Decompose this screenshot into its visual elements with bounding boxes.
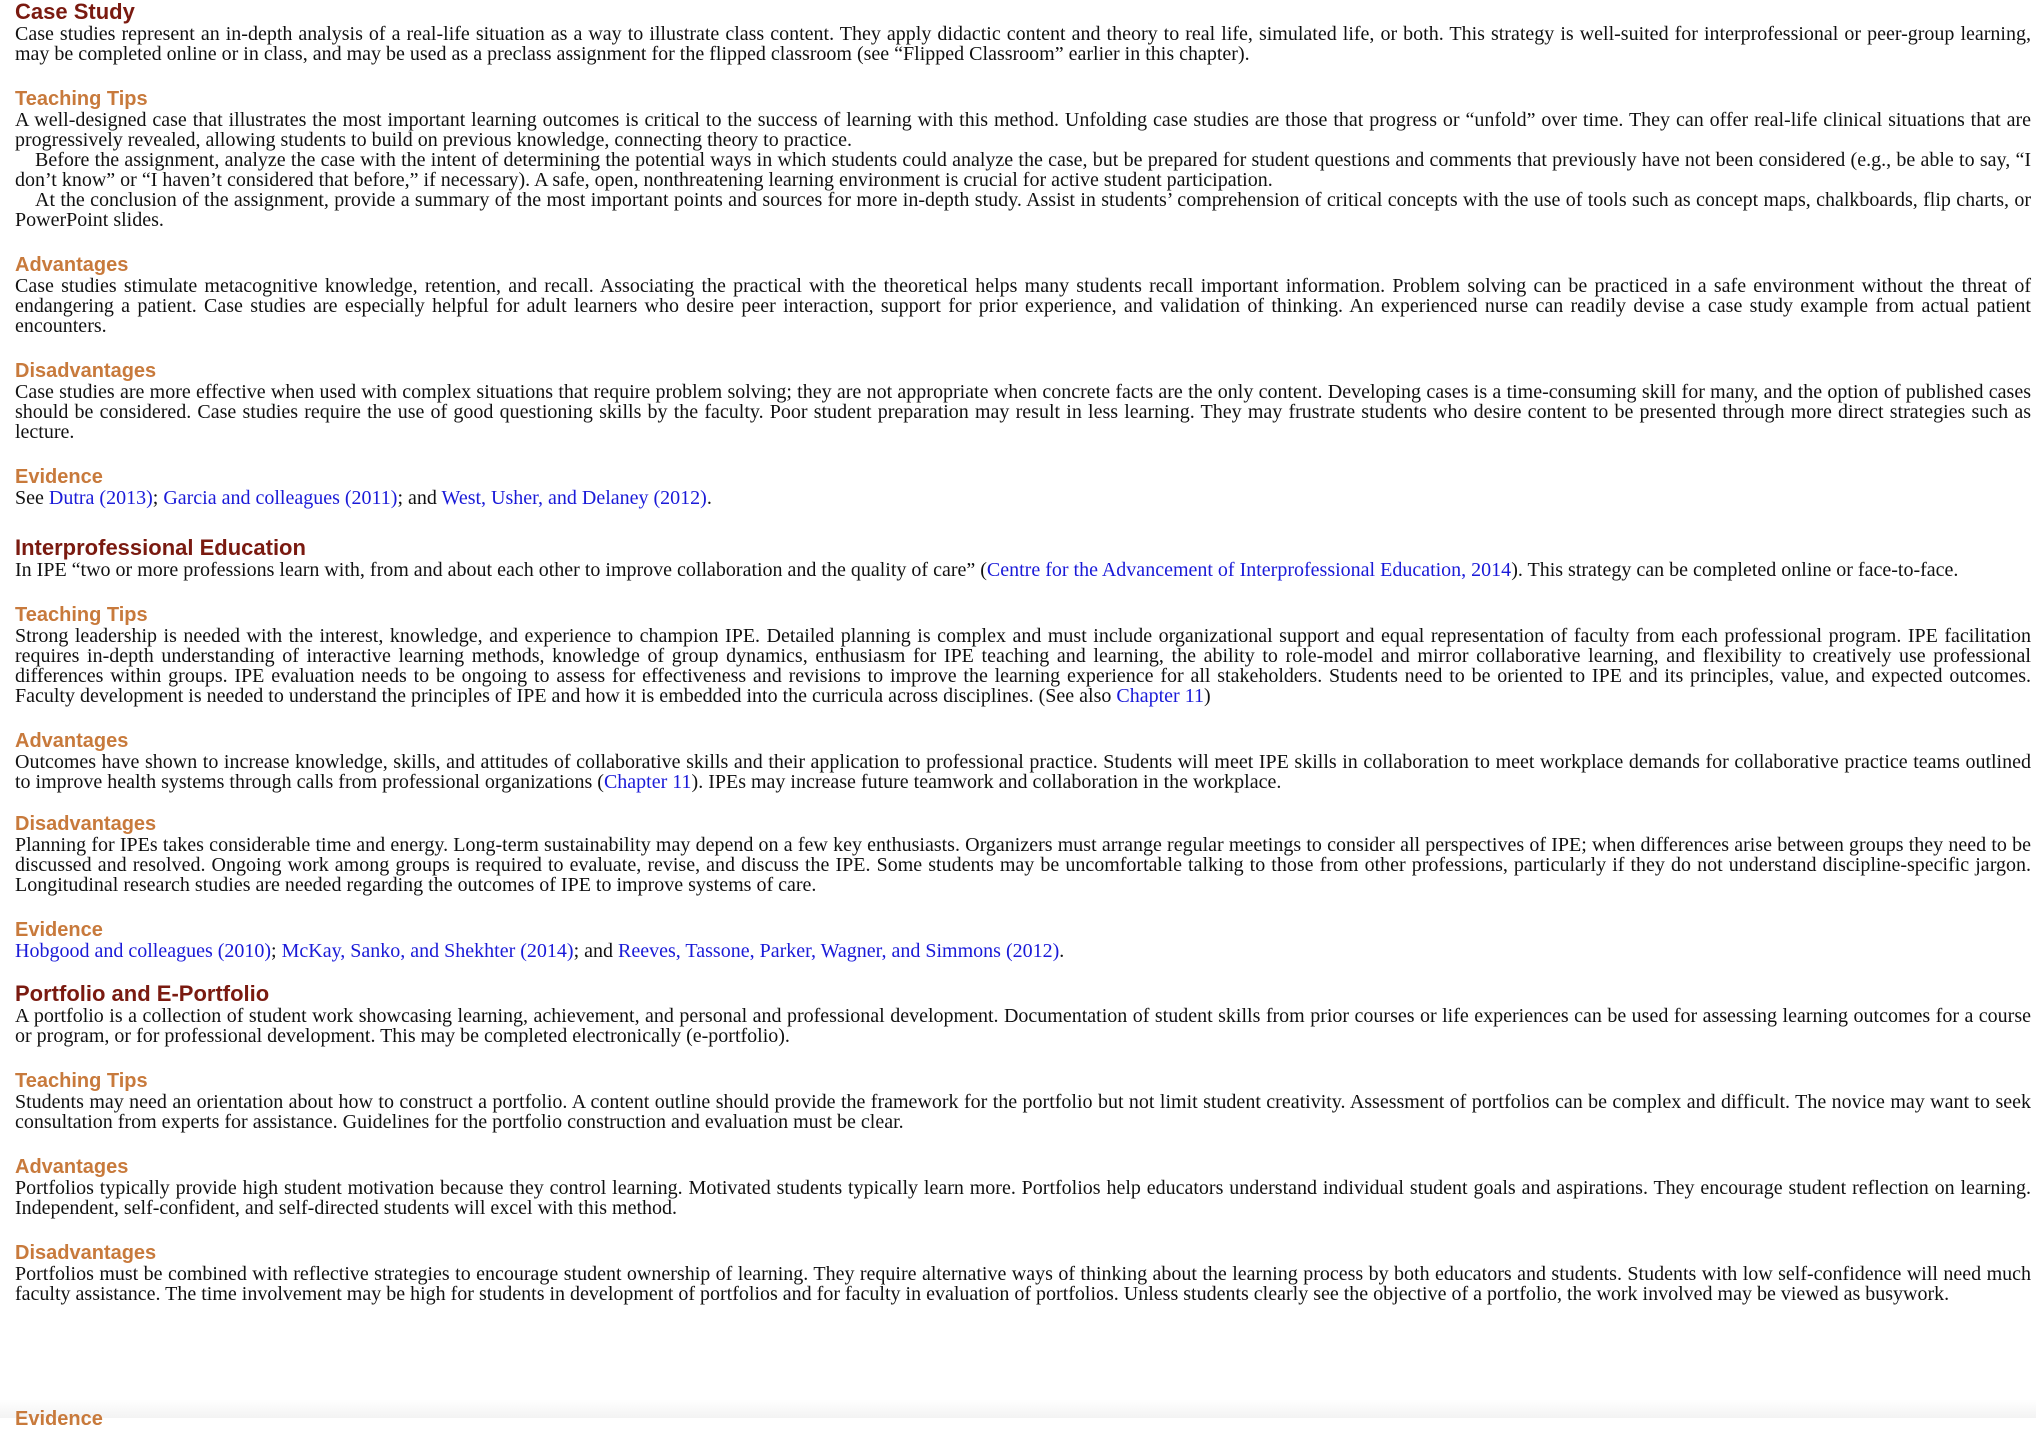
case-study-advantages-heading: Advantages xyxy=(15,254,129,276)
ipe-intro xyxy=(15,560,2031,580)
case-study-teaching-tip-3: At the conclusion of the assignment, provide a summary of the most important points and sources for more in-depth study. Assist in students’ comprehension of critical concepts with the use of tools such as concept maps, chalkboards, flip charts, or PowerPoint slides. xyxy=(15,189,2031,231)
portfolio-advantages-heading: Advantages xyxy=(15,1156,129,1178)
citation-link-dutra[interactable]: Dutra (2013) xyxy=(48,487,153,509)
portfolio-teaching-tips-heading: Teaching Tips xyxy=(15,1070,148,1092)
citation-link-caipe[interactable]: Centre for the Advancement of Interprofessional Education, 2014 xyxy=(986,559,1512,581)
citation-link-garcia[interactable]: Garcia and colleagues (2011) xyxy=(163,487,398,509)
ipe-teaching-tips-body: Strong leadership is needed with the interest, knowledge, and experience to champion IPE. Detailed planning is complex and must include organizational support and equal representation of faculty from each professional program. IPE facilitation requires in-depth understanding of interactive learning methods, knowledge of group dynamics, enthusiasm for IPE teaching and learning, the ability to role-model and mirror collaborative learning, and flexibility to creatively use professional differences within groups. IPE evaluation needs to be ongoing to assess for effectiveness and revisions to improve the learning experience for all stakeholders. Students need to be oriented to IPE and its principles, value, and expected outcomes. Faculty development is needed to understand the principles of IPE and how it is embedded into the curricula across disciplines. (See also xyxy=(15,625,2031,707)
ipe-teaching-tips-close: ) xyxy=(1203,685,1211,707)
case-study-teaching-tips-heading: Teaching Tips xyxy=(15,88,148,110)
evidence-suffix: . xyxy=(706,487,712,509)
case-study-teaching-tip-2: Before the assignment, analyze the case with the intent of determining the potential ways in which students could analyze the case, but be prepared for student questions and comments that previously have not been considered (e.g., be able to say, “I don’t know” or “I haven’t considered that before,” if necessary). A safe, open, nonthreatening learning environment is crucial for active student participation. xyxy=(15,149,2031,191)
ipe-evidence-heading: Evidence xyxy=(15,919,103,941)
case-study-disadvantages-heading: Disadvantages xyxy=(15,360,157,382)
document-page xyxy=(15,0,2031,1304)
ipe-intro-text: In IPE “two or more professions learn with, from and about each other to improve collaboration and the quality of care” ( xyxy=(15,559,987,581)
ipe-advantages-body: Outcomes have shown to increase knowledge, skills, and attitudes of collaborative skills and their application to professional practice. Students will meet IPE skills in collaboration to meet workplace demands for collaborative practice teams outlined to improve health systems through calls from professional organizations ( xyxy=(15,751,2031,793)
ipe-disadvantages-text: Planning for IPEs takes considerable time and energy. Long-term sustainability may depend on a few key enthusiasts. Organizers must arrange regular meetings to consider all perspectives of IPE; when differences arise between groups they need to be discussed and resolved. Ongoing work among groups is required to evaluate, revise, and discuss the IPE. Some students may be uncomfortable talking to those from other professions, particularly if they do not understand discipline-specific jargon. Longitudinal research studies are needed regarding the outcomes of IPE to improve systems of care. xyxy=(15,834,2031,896)
chapter-11-link[interactable]: Chapter 11 xyxy=(1116,685,1204,707)
portfolio-disadvantages-text: Portfolios must be combined with reflective strategies to encourage student ownership of learning. They require alternative ways of thinking about the learning process by both educators and students. Students with low self-confidence will need much faculty assistance. The time involvement may be high for students in development of portfolios and for faculty in evaluation of portfolios. Unless students clearly see the objective of a portfolio, the work involved may be viewed as busywork. xyxy=(15,1263,2031,1305)
chapter-11-link[interactable]: Chapter 11 xyxy=(603,771,692,793)
case-study-intro: Case studies represent an in-depth analysis of a real-life situation as a way to illustrate class content. They apply didactic content and theory to real life, simulated life, or both. This strategy is well-suited for interprofessional or peer-group learning, may be completed online or in class, and may be used as a preclass assignment for the flipped classroom (see “Flipped Classroom” earlier in this chapter). xyxy=(15,23,2031,65)
portfolio-teaching-tips-text: Students may need an orientation about how to construct a portfolio. A content outline should provide the framework for the portfolio but not limit student creativity. Assessment of portfolios can be complex and difficult. The novice may want to seek consultation from experts for assistance. Guidelines for the portfolio construction and evaluation must be clear. xyxy=(15,1091,2031,1133)
evidence-prefix: See xyxy=(15,487,49,509)
citation-link-mckay[interactable]: McKay, Sanko, and Shekhter (2014) xyxy=(281,940,574,962)
evidence-separator: ; xyxy=(152,487,164,509)
section-title-case-study: Case Study xyxy=(15,0,135,24)
portfolio-disadvantages-heading: Disadvantages xyxy=(15,1242,157,1264)
ipe-advantages-heading: Advantages xyxy=(15,730,129,752)
ipe-evidence-text xyxy=(15,941,2031,961)
section-title-portfolio: Portfolio and E-Portfolio xyxy=(15,981,270,1006)
evidence-separator: ; and xyxy=(573,940,619,962)
ipe-intro-text-end: ). This strategy can be completed online or face-to-face. xyxy=(1511,559,1959,581)
case-study-evidence-text xyxy=(15,488,2031,508)
ipe-advantages-end: ). IPEs may increase future teamwork and collaboration in the workplace. xyxy=(691,771,1282,793)
citation-link-reeves[interactable]: Reeves, Tassone, Parker, Wagner, and Simmons (2012) xyxy=(618,940,1060,962)
case-study-evidence-heading: Evidence xyxy=(15,466,103,488)
evidence-suffix: . xyxy=(1059,940,1065,962)
case-study-disadvantages-text: Case studies are more effective when used with complex situations that require problem solving; they are not appropriate when concrete facts are the only content. Developing cases is a time-consuming skill for many, and the option of published cases should be considered. Case studies require the use of good questioning skills by the faculty. Poor student preparation may result in less learning. They may frustrate students who desire content to be presented through more direct strategies such as lecture. xyxy=(15,381,2031,443)
evidence-separator: ; xyxy=(271,940,282,962)
ipe-teaching-tips-text xyxy=(15,626,2031,706)
citation-link-west[interactable]: West, Usher, and Delaney (2012) xyxy=(441,487,707,509)
citation-link-hobgood[interactable]: Hobgood and colleagues (2010) xyxy=(15,940,272,962)
portfolio-advantages-text: Portfolios typically provide high student motivation because they control learning. Motivated students typically learn more. Portfolios help educators understand individual student goals and aspirations. They encourage student reflection on learning. Independent, self-confident, and self-directed students will excel with this method. xyxy=(15,1177,2031,1219)
case-study-advantages-text: Case studies stimulate metacognitive knowledge, retention, and recall. Associating the practical with the theoretical helps many students recall important information. Problem solving can be practiced in a safe environment without the threat of endangering a patient. Case studies are especially helpful for adult learners who desire peer interaction, support for prior experience, and validation of thinking. An experienced nurse can readily devise a case study example from actual patient encounters. xyxy=(15,275,2031,337)
case-study-teaching-tip-1: A well-designed case that illustrates the most important learning outcomes is critical to the success of learning with this method. Unfolding case studies are those that progress or “unfold” over time. They can offer real-life clinical situations that are progressively revealed, allowing students to build on previous knowledge, connecting theory to practice. xyxy=(15,109,2031,151)
portfolio-intro: A portfolio is a collection of student work showcasing learning, achievement, and personal and professional development. Documentation of student skills from prior courses or life experiences can be used for assessing learning outcomes for a course or program, or for professional development. This may be completed electronically (e-portfolio). xyxy=(15,1005,2031,1047)
ipe-teaching-tips-heading: Teaching Tips xyxy=(15,604,148,626)
ipe-disadvantages-heading: Disadvantages xyxy=(15,813,157,835)
evidence-separator: ; and xyxy=(397,487,442,509)
ipe-advantages-text xyxy=(15,752,2031,792)
portfolio-evidence-heading-cut: Evidence xyxy=(15,1408,103,1430)
section-title-ipe: Interprofessional Education xyxy=(15,535,306,560)
